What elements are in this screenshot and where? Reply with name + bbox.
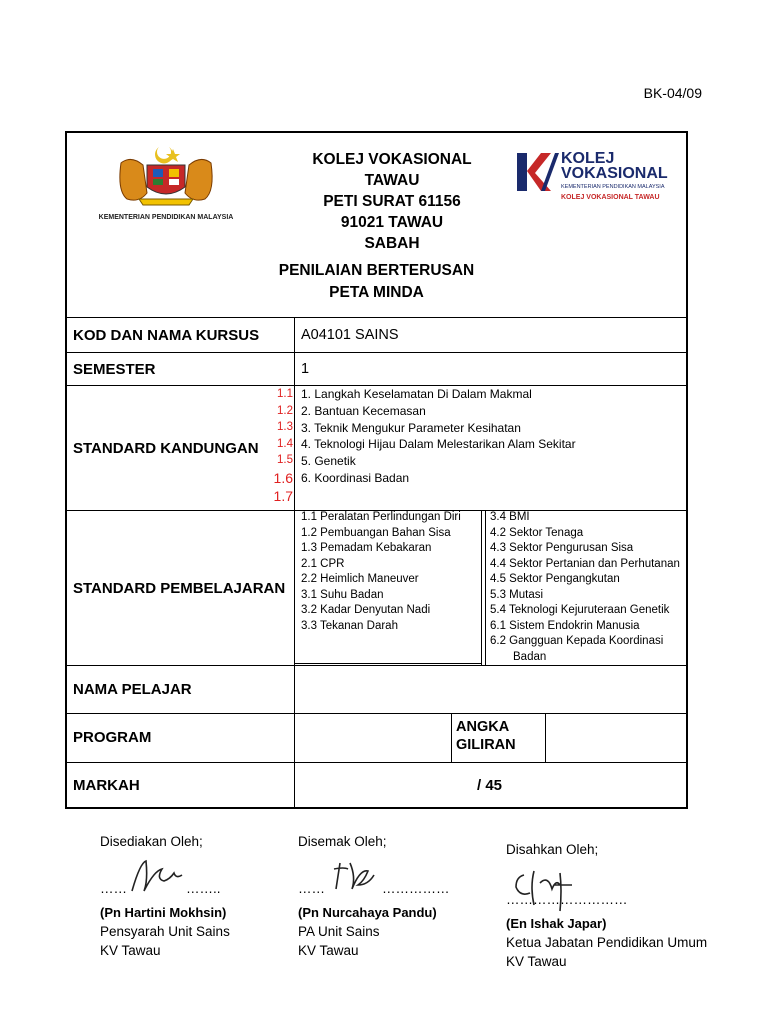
signature-dots: …….. bbox=[186, 881, 221, 896]
program-field[interactable] bbox=[301, 723, 446, 753]
list-item: 3.4 BMI bbox=[490, 511, 530, 523]
kv-logo-text-2: VOKASIONAL bbox=[561, 165, 668, 182]
list-item: 3.2 Kadar Denyutan Nadi bbox=[301, 604, 431, 616]
signature-dots: …… bbox=[298, 881, 325, 896]
kv-emblem-icon bbox=[515, 151, 559, 193]
list-item: 2.1 CPR bbox=[301, 557, 345, 570]
list-item: 3.1 Suhu Badan bbox=[301, 588, 384, 601]
approved-by-role: Disahkan Oleh; bbox=[506, 842, 599, 857]
signature-dots: …………… bbox=[382, 881, 450, 896]
content-standard-label: STANDARD KANDUNGAN bbox=[73, 440, 259, 457]
signatory-name: (Pn Hartini Mokhsin) bbox=[100, 905, 227, 920]
approved-by-block bbox=[506, 840, 707, 971]
row-divider bbox=[67, 665, 686, 666]
reviewed-by-block bbox=[298, 832, 450, 960]
list-item: 1.3 Pemadam Kebakaran bbox=[301, 542, 432, 554]
content-code: 1.2 bbox=[277, 404, 293, 417]
index-number-label-line: ANGKA bbox=[456, 719, 510, 735]
list-item: 1. Langkah Keselamatan Di Dalam Makmal bbox=[301, 387, 532, 401]
course-label: KOD DAN NAMA KURSUS bbox=[73, 327, 260, 344]
content-code: 1.3 bbox=[277, 421, 293, 433]
signatory-location: KV Tawau bbox=[298, 943, 359, 958]
list-item: 1.2 Pembuangan Bahan Sisa bbox=[301, 526, 451, 539]
list-item: 6. Koordinasi Badan bbox=[301, 470, 410, 485]
list-item: 4.3 Sektor Pengurusan Sisa bbox=[490, 542, 634, 554]
title-line: PENILAIAN BERTERUSAN bbox=[278, 262, 475, 279]
form-frame bbox=[65, 131, 688, 809]
kolej-vokasional-logo bbox=[515, 151, 680, 211]
list-item: 4.4 Sektor Pertanian dan Perhutanan bbox=[490, 557, 680, 570]
column-divider bbox=[451, 713, 452, 762]
row-divider bbox=[294, 663, 481, 664]
list-item: 4. Teknologi Hijau Dalam Melestarikan Alam Sekitar bbox=[301, 437, 576, 452]
signatory-location: KV Tawau bbox=[506, 954, 567, 969]
semester-value: 1 bbox=[301, 361, 310, 377]
row-divider bbox=[67, 352, 686, 353]
ministry-logo-caption: KEMENTERIAN PENDIDIKAN MALAYSIA bbox=[98, 214, 234, 221]
kv-logo-sub-1: KEMENTERIAN PENDIDIKAN MALAYSIA bbox=[561, 184, 665, 190]
title-line: PETA MINDA bbox=[329, 284, 424, 301]
content-list bbox=[301, 386, 576, 487]
row-divider bbox=[67, 317, 686, 318]
signatory-name: (Pn Nurcahaya Pandu) bbox=[298, 905, 437, 920]
address-line: SABAH bbox=[364, 235, 420, 252]
list-item: 5.3 Mutasi bbox=[490, 588, 544, 601]
signature-area bbox=[298, 851, 450, 903]
prepared-by-role: Disediakan Oleh; bbox=[100, 834, 203, 849]
learning-list-1 bbox=[301, 510, 461, 634]
column-divider bbox=[485, 510, 486, 665]
row-divider bbox=[67, 762, 686, 763]
signatory-name: (En Ishak Japar) bbox=[506, 916, 607, 931]
index-number-field[interactable] bbox=[551, 723, 681, 753]
student-name-field[interactable] bbox=[301, 681, 681, 701]
list-item: 1.1 Peralatan Perlindungan Diri bbox=[301, 511, 461, 523]
list-item: 6.2 Gangguan Kepada Koordinasi bbox=[490, 635, 664, 647]
document-code: BK-04/09 bbox=[643, 85, 702, 101]
content-code: 1.7 bbox=[273, 487, 293, 504]
index-number-label bbox=[456, 718, 516, 754]
column-divider bbox=[294, 317, 295, 809]
signature-dots: ……………………… bbox=[506, 892, 628, 907]
signatory-position: Ketua Jabatan Pendidikan Umum bbox=[506, 935, 708, 950]
signature-area bbox=[100, 851, 230, 903]
signatory-position: Pensyarah Unit Sains bbox=[100, 924, 230, 939]
reviewed-by-role: Disemak Oleh; bbox=[298, 834, 387, 849]
kv-logo-sub-2: KOLEJ VOKASIONAL TAWAU bbox=[561, 194, 660, 201]
signature-icon bbox=[128, 855, 188, 895]
signature-dots: …… bbox=[100, 881, 127, 896]
list-item: 6.1 Sistem Endokrin Manusia bbox=[490, 619, 640, 632]
content-code: 1.4 bbox=[277, 437, 293, 450]
kv-logo-text-1: KOLEJ bbox=[561, 150, 615, 167]
list-item: 2.2 Heimlich Maneuver bbox=[301, 573, 419, 585]
marks-value: / 45 bbox=[477, 777, 503, 794]
address-line: PETI SURAT 61156 bbox=[323, 193, 461, 210]
list-item: Badan bbox=[513, 650, 547, 663]
list-item: 3.3 Tekanan Darah bbox=[301, 619, 398, 632]
learning-standard-label: STANDARD PEMBELAJARAN bbox=[73, 580, 286, 597]
institution-name: KOLEJ VOKASIONAL TAWAU bbox=[312, 151, 472, 189]
institution-address bbox=[287, 149, 497, 254]
signatory-location: KV Tawau bbox=[100, 943, 161, 958]
column-divider bbox=[481, 510, 482, 665]
course-value: A04101 SAINS bbox=[301, 327, 399, 343]
list-item: 4.2 Sektor Tenaga bbox=[490, 526, 584, 539]
list-item: 3. Teknik Mengukur Parameter Kesihatan bbox=[301, 420, 521, 435]
signatory-position: PA Unit Sains bbox=[298, 924, 380, 939]
address-line: 91021 TAWAU bbox=[340, 214, 444, 231]
form-title bbox=[67, 260, 686, 304]
list-item: 2. Bantuan Kecemasan bbox=[301, 403, 426, 418]
learning-list-2 bbox=[490, 510, 680, 665]
list-item: 5.4 Teknologi Kejuruteraan Genetik bbox=[490, 604, 670, 616]
student-name-label: NAMA PELAJAR bbox=[73, 681, 192, 698]
signature-icon bbox=[328, 859, 378, 895]
program-label: PROGRAM bbox=[73, 729, 152, 746]
content-code: 1.6 bbox=[273, 469, 293, 486]
ministry-logo bbox=[81, 143, 251, 223]
content-code: 1.5 bbox=[277, 454, 293, 466]
prepared-by-block bbox=[100, 832, 230, 960]
marks-label: MARKAH bbox=[73, 777, 140, 794]
list-item: 4.5 Sektor Pengangkutan bbox=[490, 573, 620, 585]
content-codes bbox=[267, 386, 293, 505]
column-divider bbox=[545, 713, 546, 762]
content-code: 1.1 bbox=[277, 388, 293, 400]
signature-area bbox=[506, 859, 707, 914]
coat-of-arms-icon bbox=[81, 143, 251, 211]
row-divider bbox=[67, 713, 686, 714]
index-number-label-line: GILIRAN bbox=[456, 737, 516, 753]
list-item: 5. Genetik bbox=[301, 454, 356, 469]
semester-label: SEMESTER bbox=[73, 361, 156, 378]
